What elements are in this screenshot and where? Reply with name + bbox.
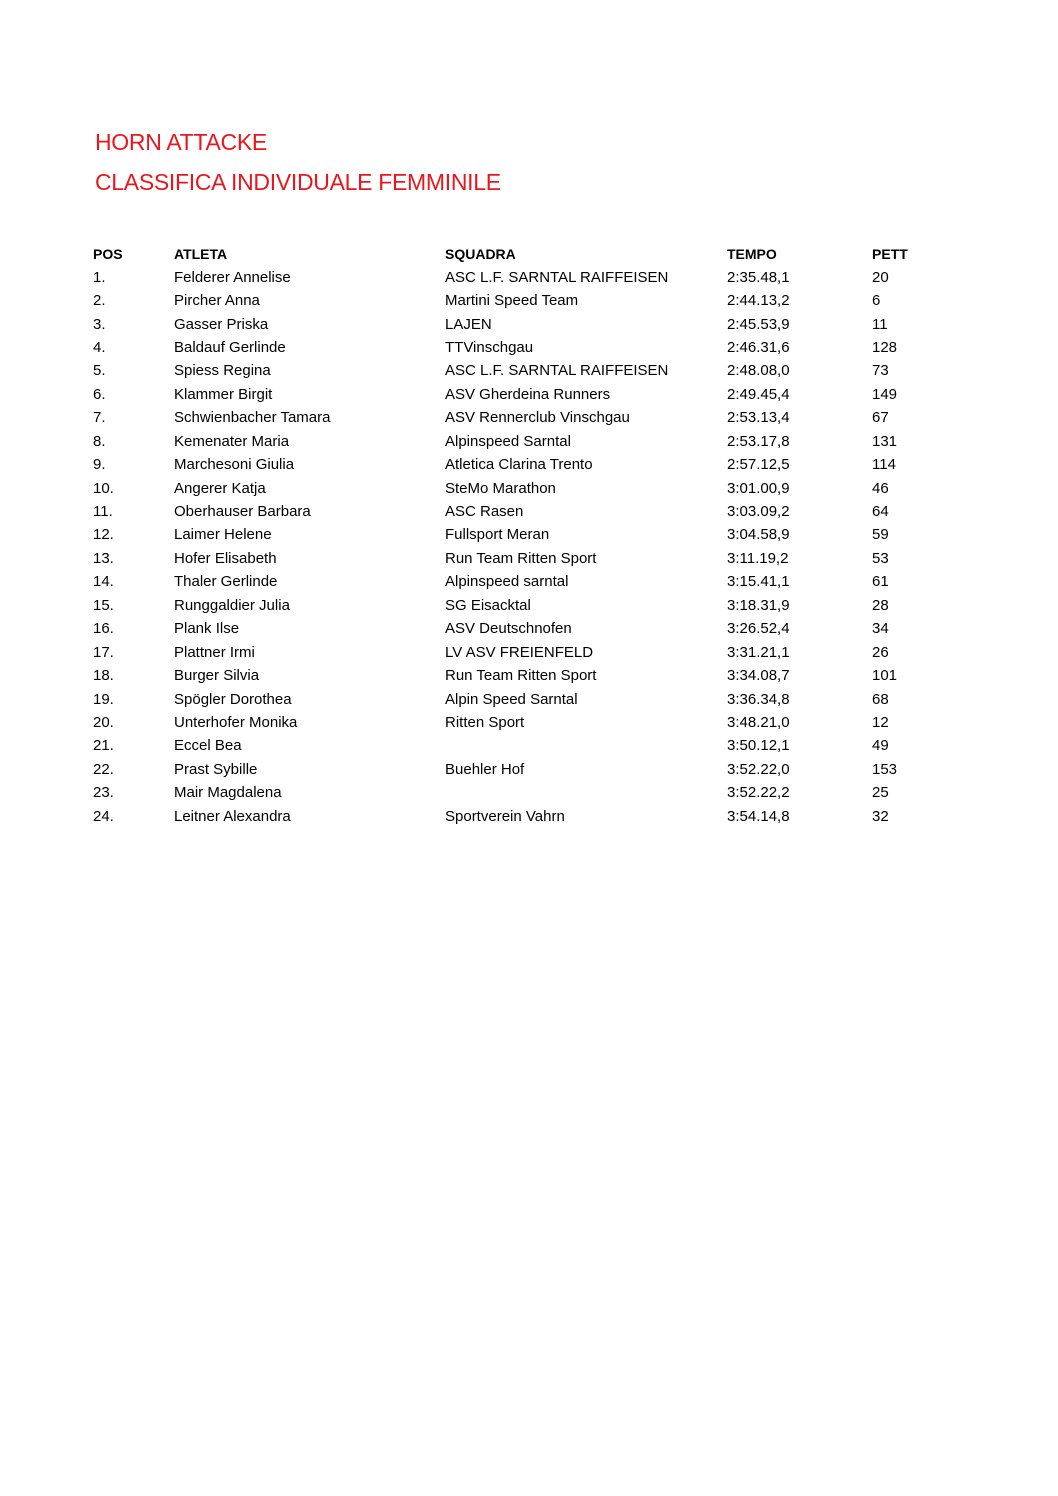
cell-pett: 53 bbox=[872, 549, 889, 567]
table-row bbox=[93, 312, 932, 335]
cell-pett: 46 bbox=[872, 479, 889, 497]
cell-pos: 21. bbox=[93, 737, 114, 755]
table-row bbox=[93, 617, 932, 640]
cell-tempo: 3:54.14,8 bbox=[727, 807, 790, 825]
cell-pos: 7. bbox=[93, 409, 106, 427]
cell-atleta: Klammer Birgit bbox=[174, 385, 273, 403]
cell-atleta: Prast Sybille bbox=[174, 760, 258, 778]
table-row bbox=[93, 781, 932, 804]
cell-pett: 131 bbox=[872, 432, 898, 450]
cell-pos: 17. bbox=[93, 643, 114, 661]
cell-atleta: Thaler Gerlinde bbox=[174, 573, 278, 591]
cell-pett: 67 bbox=[872, 409, 889, 427]
cell-tempo: 2:53.17,8 bbox=[727, 432, 790, 450]
cell-atleta: Oberhauser Barbara bbox=[174, 503, 311, 521]
cell-pett: 128 bbox=[872, 338, 898, 356]
cell-pos: 8. bbox=[93, 432, 106, 450]
table-row bbox=[93, 406, 932, 429]
table-row bbox=[93, 594, 932, 617]
event-title: HORN ATTACKE bbox=[95, 129, 267, 155]
cell-pos: 13. bbox=[93, 549, 114, 567]
cell-pett: 26 bbox=[872, 643, 889, 661]
table-row bbox=[93, 758, 932, 781]
header-squadra: SQUADRA bbox=[445, 245, 516, 262]
cell-pett: 149 bbox=[872, 385, 898, 403]
table-row bbox=[93, 265, 932, 288]
cell-pett: 49 bbox=[872, 737, 889, 755]
table-row bbox=[93, 476, 932, 499]
cell-pos: 10. bbox=[93, 479, 114, 497]
table-row bbox=[93, 805, 932, 828]
cell-pos: 18. bbox=[93, 667, 114, 685]
cell-tempo: 3:52.22,2 bbox=[727, 784, 790, 802]
cell-atleta: Schwienbacher Tamara bbox=[174, 409, 331, 427]
cell-pos: 2. bbox=[93, 292, 106, 310]
header-row bbox=[93, 242, 932, 265]
cell-atleta: Baldauf Gerlinde bbox=[174, 338, 286, 356]
cell-atleta: Spögler Dorothea bbox=[174, 690, 292, 708]
cell-pett: 153 bbox=[872, 760, 898, 778]
cell-tempo: 3:52.22,0 bbox=[727, 760, 790, 778]
cell-pos: 12. bbox=[93, 526, 114, 544]
cell-squadra: ASC L.F. SARNTAL RAIFFEISEN bbox=[445, 362, 669, 380]
table-row bbox=[93, 547, 932, 570]
cell-pos: 5. bbox=[93, 362, 106, 380]
results-header bbox=[93, 242, 932, 265]
ranking-title: CLASSIFICA INDIVIDUALE FEMMINILE bbox=[95, 169, 501, 195]
cell-atleta: Pircher Anna bbox=[174, 292, 260, 310]
cell-tempo: 3:50.12,1 bbox=[727, 737, 790, 755]
cell-tempo: 2:45.53,9 bbox=[727, 315, 790, 333]
cell-tempo: 3:34.08,7 bbox=[727, 667, 790, 685]
cell-atleta: Plank Ilse bbox=[174, 620, 240, 638]
cell-atleta: Eccel Bea bbox=[174, 737, 242, 755]
cell-pos: 6. bbox=[93, 385, 106, 403]
cell-atleta: Gasser Priska bbox=[174, 315, 269, 333]
cell-pos: 3. bbox=[93, 315, 106, 333]
cell-squadra: Buehler Hof bbox=[445, 760, 525, 778]
table-row bbox=[93, 734, 932, 757]
cell-atleta: Plattner Irmi bbox=[174, 643, 255, 661]
cell-tempo: 3:31.21,1 bbox=[727, 643, 790, 661]
cell-atleta: Mair Magdalena bbox=[174, 784, 282, 802]
cell-squadra: Fullsport Meran bbox=[445, 526, 550, 544]
cell-pett: 28 bbox=[872, 596, 889, 614]
cell-tempo: 2:49.45,4 bbox=[727, 385, 790, 403]
cell-atleta: Spiess Regina bbox=[174, 362, 271, 380]
table-row bbox=[93, 523, 932, 546]
cell-pett: 61 bbox=[872, 573, 889, 591]
header-atleta: ATLETA bbox=[174, 245, 228, 262]
cell-tempo: 2:57.12,5 bbox=[727, 456, 790, 474]
cell-squadra bbox=[445, 734, 727, 757]
cell-pos: 20. bbox=[93, 713, 114, 731]
cell-pett: 73 bbox=[872, 362, 889, 380]
cell-tempo: 3:15.41,1 bbox=[727, 573, 790, 591]
cell-squadra: Run Team Ritten Sport bbox=[445, 667, 597, 685]
cell-squadra: ASV Rennerclub Vinschgau bbox=[445, 409, 630, 427]
cell-pos: 1. bbox=[93, 268, 106, 286]
cell-atleta: Unterhofer Monika bbox=[174, 713, 298, 731]
cell-tempo: 2:44.13,2 bbox=[727, 292, 790, 310]
cell-atleta: Burger Silvia bbox=[174, 667, 260, 685]
table-row bbox=[93, 687, 932, 710]
table-row bbox=[93, 289, 932, 312]
header-pett: PETT bbox=[872, 245, 908, 262]
cell-pos: 11. bbox=[93, 503, 113, 521]
table-row bbox=[93, 664, 932, 687]
cell-tempo: 3:48.21,0 bbox=[727, 713, 790, 731]
cell-atleta: Runggaldier Julia bbox=[174, 596, 290, 614]
cell-squadra: Atletica Clarina Trento bbox=[445, 456, 593, 474]
cell-tempo: 3:36.34,8 bbox=[727, 690, 790, 708]
cell-tempo: 3:03.09,2 bbox=[727, 503, 790, 521]
cell-tempo: 2:48.08,0 bbox=[727, 362, 790, 380]
cell-pos: 9. bbox=[93, 456, 106, 474]
results-table bbox=[93, 242, 932, 828]
cell-squadra: ASC L.F. SARNTAL RAIFFEISEN bbox=[445, 268, 669, 286]
cell-pos: 15. bbox=[93, 596, 114, 614]
cell-tempo: 3:18.31,9 bbox=[727, 596, 790, 614]
cell-pett: 25 bbox=[872, 784, 889, 802]
cell-pos: 4. bbox=[93, 338, 106, 356]
table-row bbox=[93, 711, 932, 734]
cell-squadra: Alpinspeed sarntal bbox=[445, 573, 569, 591]
cell-squadra: TTVinschgau bbox=[445, 338, 534, 356]
header-pos: POS bbox=[93, 245, 123, 262]
cell-squadra: SteMo Marathon bbox=[445, 479, 556, 497]
cell-pett: 12 bbox=[872, 713, 889, 731]
results-body bbox=[93, 265, 932, 828]
cell-atleta: Laimer Helene bbox=[174, 526, 272, 544]
cell-squadra: LV ASV FREIENFELD bbox=[445, 643, 594, 661]
cell-squadra bbox=[445, 781, 727, 804]
cell-tempo: 3:04.58,9 bbox=[727, 526, 790, 544]
header-tempo: TEMPO bbox=[727, 245, 777, 262]
cell-squadra: Alpinspeed Sarntal bbox=[445, 432, 571, 450]
cell-squadra: Run Team Ritten Sport bbox=[445, 549, 597, 567]
cell-atleta: Angerer Katja bbox=[174, 479, 266, 497]
cell-atleta: Kemenater Maria bbox=[174, 432, 290, 450]
cell-squadra: Sportverein Vahrn bbox=[445, 807, 565, 825]
cell-squadra: SG Eisacktal bbox=[445, 596, 531, 614]
table-row bbox=[93, 570, 932, 593]
cell-pos: 16. bbox=[93, 620, 114, 638]
cell-squadra: LAJEN bbox=[445, 315, 492, 333]
cell-squadra: Martini Speed Team bbox=[445, 292, 579, 310]
cell-pett: 101 bbox=[872, 667, 898, 685]
table-row bbox=[93, 359, 932, 382]
cell-pos: 23. bbox=[93, 784, 114, 802]
cell-pett: 114 bbox=[872, 456, 896, 474]
table-row bbox=[93, 430, 932, 453]
table-row bbox=[93, 383, 932, 406]
cell-squadra: Alpin Speed Sarntal bbox=[445, 690, 578, 708]
cell-atleta: Hofer Elisabeth bbox=[174, 549, 277, 567]
cell-pett: 20 bbox=[872, 268, 889, 286]
table-row bbox=[93, 453, 932, 476]
cell-pos: 22. bbox=[93, 760, 114, 778]
table-row bbox=[93, 640, 932, 663]
table-row bbox=[93, 336, 932, 359]
cell-pett: 68 bbox=[872, 690, 889, 708]
cell-pett: 34 bbox=[872, 620, 889, 638]
cell-tempo: 3:01.00,9 bbox=[727, 479, 790, 497]
cell-pett: 6 bbox=[872, 292, 881, 310]
cell-atleta: Marchesoni Giulia bbox=[174, 456, 295, 474]
table-row bbox=[93, 500, 932, 523]
cell-pos: 19. bbox=[93, 690, 114, 708]
cell-pos: 24. bbox=[93, 807, 114, 825]
cell-squadra: Ritten Sport bbox=[445, 713, 525, 731]
cell-pett: 59 bbox=[872, 526, 889, 544]
cell-squadra: ASC Rasen bbox=[445, 503, 524, 521]
cell-pos: 14. bbox=[93, 573, 114, 591]
cell-pett: 11 bbox=[872, 315, 888, 333]
cell-squadra: ASV Gherdeina Runners bbox=[445, 385, 611, 403]
cell-tempo: 2:46.31,6 bbox=[727, 338, 790, 356]
cell-atleta: Felderer Annelise bbox=[174, 268, 291, 286]
cell-atleta: Leitner Alexandra bbox=[174, 807, 291, 825]
cell-tempo: 2:53.13,4 bbox=[727, 409, 790, 427]
cell-pett: 64 bbox=[872, 503, 889, 521]
cell-squadra: ASV Deutschnofen bbox=[445, 620, 572, 638]
cell-tempo: 3:26.52,4 bbox=[727, 620, 790, 638]
cell-tempo: 2:35.48,1 bbox=[727, 268, 790, 286]
document-header bbox=[95, 122, 501, 202]
cell-tempo: 3:11.19,2 bbox=[727, 549, 789, 567]
cell-pett: 32 bbox=[872, 807, 889, 825]
